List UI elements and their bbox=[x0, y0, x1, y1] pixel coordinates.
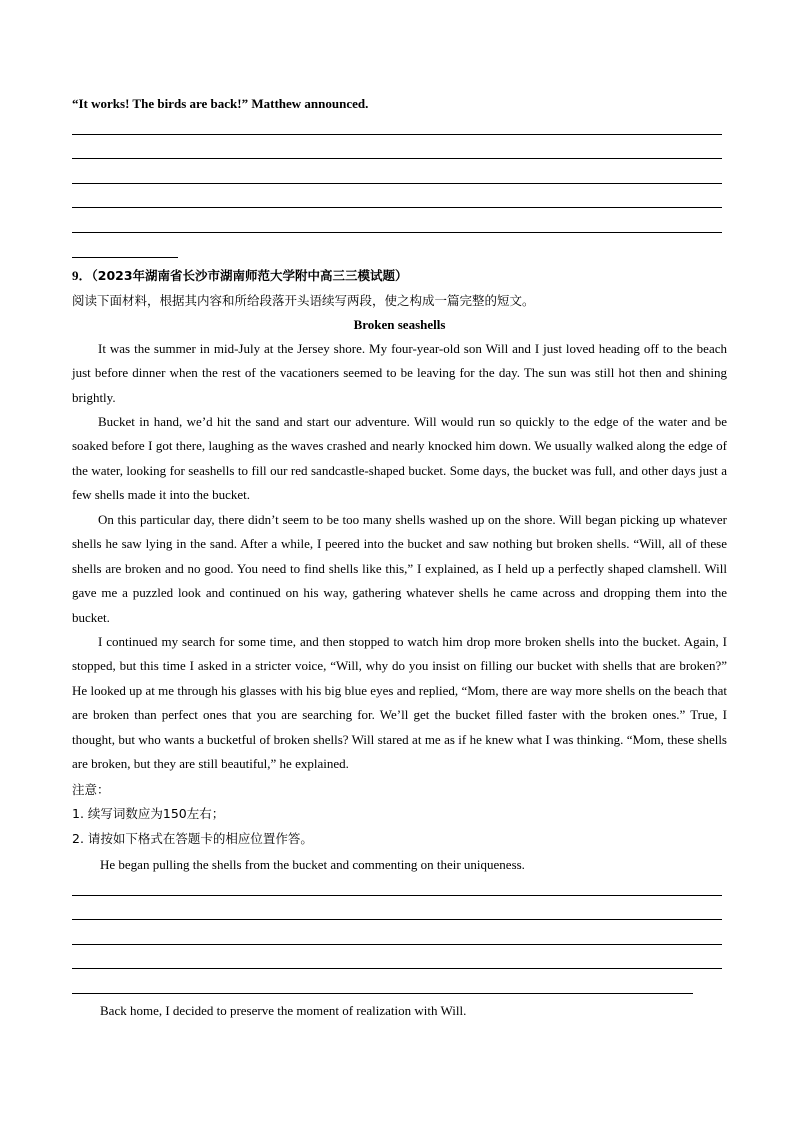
answer-line[interactable] bbox=[72, 968, 722, 969]
question-source: （2023年湖南省长沙市湖南师范大学附中高三三模试题） bbox=[91, 268, 408, 283]
notes-heading: 注意： bbox=[72, 782, 110, 797]
continuation-prompt-2: Back home, I decided to preserve the moment of realization with Will. bbox=[100, 1003, 467, 1018]
question-number: 9． bbox=[72, 268, 92, 283]
answer-line[interactable] bbox=[72, 944, 722, 945]
passage-paragraph: On this particular day, there didn’t seem to be too many shells washed up on the shore. Will began picking up whatever shells he saw lying in the sand. After a while, I peered into the bucket and saw nothing but broken shells. “Will, all of these shells are broken and no good. You need to find shells like this,” I explained, as I held up a perfectly shaped clamshell. Will gave me a puzzled look and continued on his way, gathering whatever shells he came across and dropping them into the bucket. bbox=[72, 512, 727, 625]
passage-title: Broken seashells bbox=[353, 317, 446, 332]
answer-line[interactable] bbox=[72, 207, 722, 208]
passage-paragraph: Bucket in hand, we’d hit the sand and start our adventure. Will would run so quickly to the edge of the water and be soaked before I got there, laughing as the waves crashed and nearly knocked him down. We usually walked along the edge of the water, looking for seashells to fill our red sandcastle-shaped bucket. Some days, the bucket was full, and other days just a few shells made it into the bucket. bbox=[72, 414, 727, 503]
answer-line[interactable] bbox=[72, 919, 722, 920]
passage-paragraph: It was the summer in mid-July at the Jersey shore. My four-year-old son Will and I just loved heading off to the beach just before dinner when the rest of the vacationers seemed to be leaving for the day. The sun was still hot then and shining brightly. bbox=[72, 341, 727, 405]
question-instruction: 阅读下面材料，根据其内容和所给段落开头语续写两段，使之构成一篇完整的短文。 bbox=[72, 293, 535, 308]
note-item: 2. 请按如下格式在答题卡的相应位置作答。 bbox=[72, 831, 313, 846]
answer-line[interactable] bbox=[72, 134, 722, 135]
separator-line bbox=[72, 257, 178, 258]
answer-line[interactable] bbox=[72, 158, 722, 159]
answer-line[interactable] bbox=[72, 232, 722, 233]
answer-line[interactable] bbox=[72, 183, 722, 184]
passage-paragraph: I continued my search for some time, and then stopped to watch him drop more broken shells into the bucket. Again, I stopped, but this time I asked in a stricter voice, “Will, why do you insist on filling our bucket with shells that are broken?” He looked up at me through his glasses with his big blue eyes and replied, “Mom, there are way more shells on the beach that are broken than perfect ones that you are searching for. We’ll get the bucket filled faster with the broken ones.” True, I thought, but who wants a bucketful of broken shells? Will stared at me as if he knew what I was thinking. “Mom, these shells are broken, but they are still beautiful,” he explained. bbox=[72, 634, 727, 772]
answer-line[interactable] bbox=[72, 895, 722, 896]
question-header bbox=[72, 268, 408, 284]
previous-prompt: “It works! The birds are back!” Matthew announced. bbox=[72, 96, 369, 111]
continuation-prompt-1: He began pulling the shells from the bucket and commenting on their uniqueness. bbox=[100, 857, 525, 872]
note-item: 1. 续写词数应为150左右； bbox=[72, 806, 225, 821]
answer-line[interactable] bbox=[72, 993, 693, 994]
